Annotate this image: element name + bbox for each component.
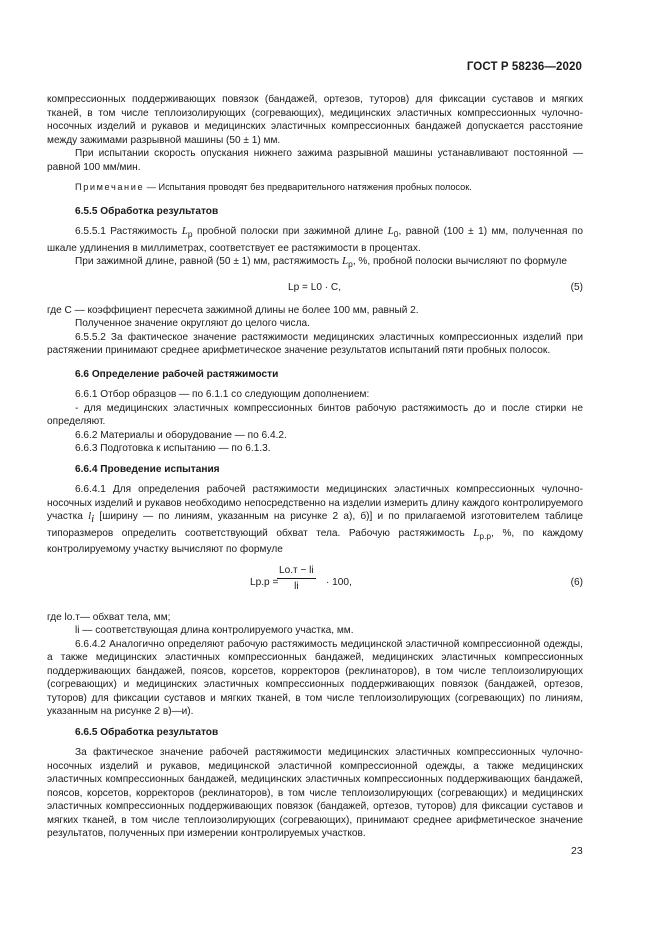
paragraph: компрессионных поддерживающих повязок (бандажей, ортезов, туторов) для фиксации суставов и мягких тканей, в том числе теплоизолирующих (согревающих), медицинских эластичных компрессионных чулочно-носочных изделий и рукавов и медицинских эластичных компрессионных бандажей допускается расстояние между зажимами разрывной машины (50 ± 1) мм. [47,94,583,146]
formula-lhs: Lр.р = [250,576,279,588]
paragraph: где lо.т— обхват тела, мм; [47,611,171,623]
document-id-header: ГОСТ Р 58236—2020 [466,61,582,73]
paragraph: Полученное значение округляют до целого числа. [75,318,310,330]
document-body [47,93,583,841]
paragraph: 6.6.4.2 Аналогично определяют рабочую растяжимость медицинской эластичной компрессионной одежды, а также медицинских эластичных компрессионных бандажей, медицинских эластичных компрессионных поддерживающих бандажей, поясов, корсетов, корректоров (реклинаторов), в том числе теплоизолирующих (согревающих) и медицинских эластичных компрессионных поддерживающих повязок (бандажей, ортезов, туторов) для фиксации суставов и мягких тканей, в том числе теплоизолирующих (согревающих) по линиям, указанным на рисунке 2 в)—и). [47,638,583,718]
section-heading: 6.6.4 Проведение испытания [75,463,220,475]
note-label: Примечание [75,182,145,192]
paragraph: При зажимной длине, равной (50 ± 1) мм, растяжимость $L_р$, %, пробной полоски вычисляют по формуле [75,255,567,270]
fraction-numerator: Lо.т − li [277,564,316,580]
section-heading: 6.6 Определение рабочей растяжимости [75,368,279,380]
section-heading: 6.5.5 Обработка результатов [75,205,219,217]
paragraph: - для медицинских эластичных компрессионных бинтов рабочую растяжимость до и после стирки не определяют. [47,402,583,428]
page-number: 23 [571,845,583,857]
formula-6 [47,564,583,604]
formula-number: (6) [570,576,583,588]
paragraph: 6.6.2 Материалы и оборудование — по 6.4.2. [75,429,287,441]
paragraph: При испытании скорость опускания нижнего зажима разрывной машины устанавливают постоянной — равной 100 мм/мин. [47,148,583,173]
formula-fraction [277,564,316,594]
note-text: — Испытания проводят без предварительного натяжения пробных полосок. [144,182,472,192]
paragraph: 6.5.5.2 За фактическое значение растяжимости медицинских эластичных компрессионных изделий при растяжении принимают среднее арифметическое значение результатов испытаний пяти пробных полосок. [47,331,583,357]
paragraph: где C — коэффициент пересчета зажимной длины не более 100 мм, равный 2. [47,304,419,316]
formula-5 [47,279,583,297]
paragraph: 6.6.1 Отбор образцов — по 6.1.1 со следующим дополнением: [75,389,370,401]
paragraph: 6.6.4.1 Для определения рабочей растяжимости медицинских эластичных компрессионных чулочно-носочных изделий и рукавов необходимо непосредственно на изделии измерить длину каждого контролируемого участка $l_i$ [ширину — по линиям, указанным на рисунке 2 а), б)] и по прилагаемой изготовителем таблице типоразмеров определить соответствующий обхват тела. Рабочую растяжимость $L_{р.р}$, %, по каждому контролируемому участку вычисляют по формуле [47,484,583,556]
fraction-denominator: li [294,581,299,593]
formula-number: (5) [570,281,583,293]
formula-rhs: · 100, [326,576,352,588]
paragraph: За фактическое значение рабочей растяжимости медицинских эластичных компрессионных чулочно-носочных изделий и рукавов, медицинской эластичной компрессионной одежды, а также медицинских эластичных компрессионных бандажей, медицинских эластичных компрессионных поддерживающих бандажей, поясов, корсетов, корректоров (реклинаторов), в том числе теплоизолирующих (согревающих) и медицинских эластичных компрессионных поддерживающих повязок (бандажей, ортезов, туторов) для фиксации суставов и мягких тканей, в том числе теплоизолирующих (согревающих), принимают среднее арифметическое значение результатов, полученных при измерении контролируемых участков. [47,747,583,840]
paragraph: li — соответствующая длина контролируемого участка, мм. [75,625,354,637]
note [47,181,583,195]
paragraph: 6.6.3 Подготовка к испытанию — по 6.1.3. [75,443,271,455]
formula-expression: Lр = L0 · C, [288,281,342,293]
paragraph: 6.5.5.1 Растяжимость $L_р$ пробной полоски при зажимной длине $L_0$, равной (100 ± 1) мм, полученная по шкале удлинения в миллиметрах, соответствует ее растяжимости в процентах. [47,225,583,254]
section-heading: 6.6.5 Обработка результатов [75,726,219,738]
